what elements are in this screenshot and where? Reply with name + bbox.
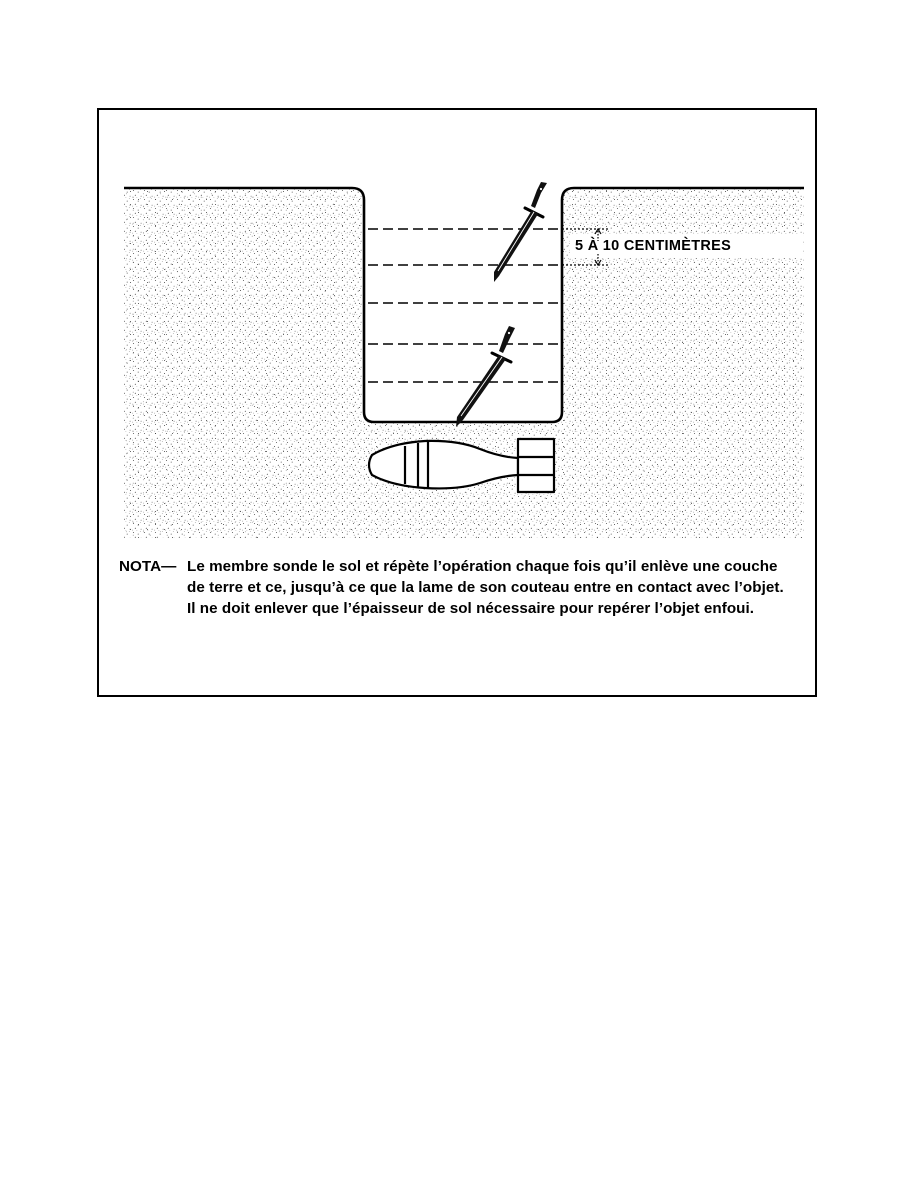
note-label: NOTA— bbox=[119, 558, 177, 575]
buried-object-icon bbox=[369, 439, 554, 492]
knife-lower-icon bbox=[456, 326, 515, 427]
note-line-2: de terre et ce, jusqu’à ce que la lame de son couteau entre en contact avec l’objet. bbox=[187, 579, 784, 596]
dimension-label: 5 À 10 CENTIMÈTRES bbox=[575, 238, 732, 254]
note-line-3: Il ne doit enlever que l’épaisseur de sol nécessaire pour repérer l’objet enfoui. bbox=[187, 600, 755, 617]
probing-layers bbox=[368, 229, 560, 382]
note-first-line bbox=[119, 556, 809, 577]
note-line-1: Le membre sonde le sol et répète l’opération chaque fois qu’il enlève une couche bbox=[187, 558, 778, 575]
knife-upper-icon bbox=[494, 182, 547, 282]
note-block bbox=[119, 556, 809, 619]
